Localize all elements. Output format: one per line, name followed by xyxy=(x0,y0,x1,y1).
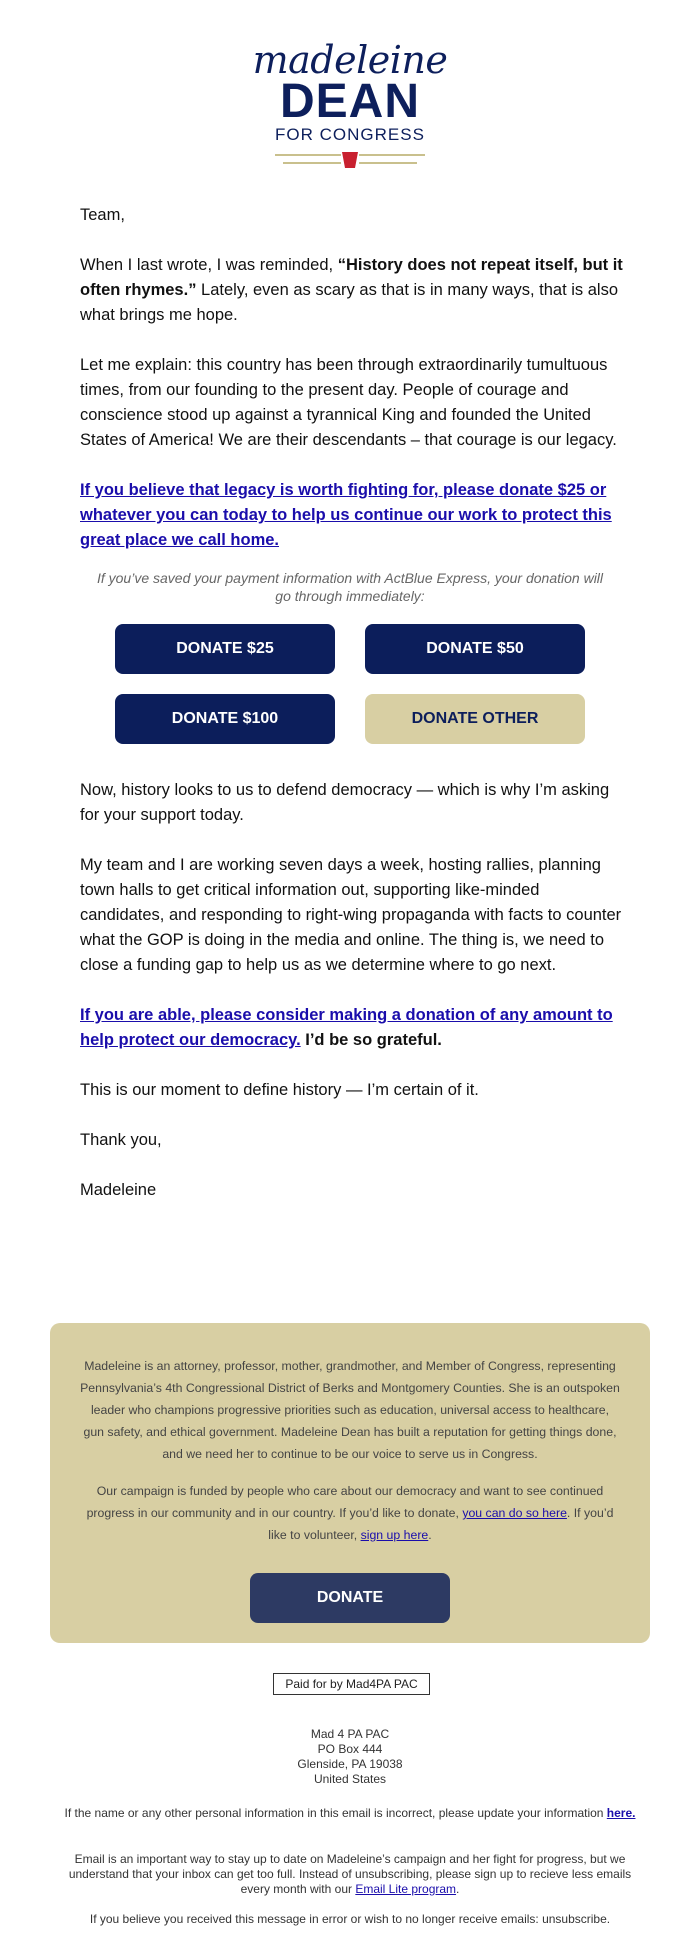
paragraph-5: This is our moment to define history — I’m certain of it. xyxy=(80,1081,479,1099)
email-lite-text: Email is an important way to stay up to date on Madeleine’s campaign and her fight for progress, but we understand that your inbox can get too full. Instead of unsubscribing, please sign up to recieve less emails every month with our Email Lite program. xyxy=(68,1852,632,1896)
cta-paragraph-1 xyxy=(80,478,625,553)
closing: Thank you, xyxy=(80,1131,162,1149)
paragraph-2: Let me explain: this country has been through extraordinarily tumultuous times, from our founding to the present day. People of courage and conscience stood up against a tyrannical King and founded the United States of America! We are their descendants – that courage is our legacy. xyxy=(80,356,617,449)
actblue-note: If you’ve saved your payment information with ActBlue Express, your donation will go through immediately: xyxy=(96,570,604,604)
bio-paragraph: Madeleine is an attorney, professor, mother, grandmother, and Member of Congress, representing Pennsylvania’s 4th Congressional District of Berks and Montgomery Counties. She is an outspoken leader who champions progressive priorities such as education, universal access to healthcare, gun safety, and ethical government. Madeleine Dean has built a reputation for getting things done, and we need her to continue to be our voice to serve us in Congress. xyxy=(80,1359,620,1461)
logo-subtitle: FOR CONGRESS xyxy=(275,125,425,144)
unsubscribe-link[interactable]: unsubscribe. xyxy=(542,1912,611,1926)
donate-100-button[interactable]: DONATE $100 xyxy=(115,694,335,744)
grateful-text: I’d be so grateful. xyxy=(300,1031,442,1049)
logo-keystone-rule xyxy=(275,150,425,172)
volunteer-link[interactable]: sign up here xyxy=(360,1528,429,1542)
logo-name-text: DEAN xyxy=(279,75,420,128)
update-info-link[interactable]: here. xyxy=(606,1806,636,1820)
campaign-logo xyxy=(0,40,700,172)
letter-body-continued xyxy=(80,778,625,1228)
donate-25-button[interactable]: DONATE $25 xyxy=(115,624,335,674)
paragraph-1: When I last wrote, I was reminded, “History does not repeat itself, but it often rhymes.” Lately, even as scary as that is in many ways, that is also what brings me hope. xyxy=(80,256,623,324)
update-info-text: If the name or any other personal information in this email is incorrect, please update your information here. xyxy=(64,1806,636,1820)
email-lite-link[interactable]: Email Lite program xyxy=(355,1882,457,1896)
greeting: Team, xyxy=(80,206,125,224)
about-card-text xyxy=(80,1355,620,1561)
footer-donate-button[interactable]: DONATE xyxy=(250,1573,450,1623)
donate-here-link[interactable]: you can do so here xyxy=(462,1506,567,1520)
donate-other-button[interactable]: DONATE OTHER xyxy=(365,694,585,744)
unsubscribe-text: If you believe you received this message in error or wish to no longer receive emails: unsubscribe. xyxy=(89,1912,611,1926)
mailing-address: Mad 4 PA PAC PO Box 444 Glenside, PA 19038 United States xyxy=(297,1727,403,1786)
letter-body xyxy=(80,203,625,578)
logo-script-text: madeleine xyxy=(252,38,448,82)
donate-50-button[interactable]: DONATE $50 xyxy=(365,624,585,674)
donate-link-2[interactable]: If you are able, please consider making a donation of any amount to help protect our democracy. xyxy=(80,1006,613,1049)
keystone-icon xyxy=(341,151,359,169)
paid-for-disclaimer: Paid for by Mad4PA PAC xyxy=(273,1673,430,1695)
history-quote: “History does not repeat itself, but it often rhymes.” xyxy=(80,256,623,299)
about-card xyxy=(50,1323,650,1643)
donate-link-1[interactable]: If you believe that legacy is worth fighting for, please donate $25 or whatever you can today to help us continue our work to protect this great place we call home. xyxy=(80,481,612,549)
cta-paragraph-2 xyxy=(80,1003,625,1053)
signature: Madeleine xyxy=(80,1181,157,1199)
paragraph-4: My team and I are working seven days a week, hosting rallies, planning town halls to get critical information out, supporting like-minded candidates, and responding to right-wing propaganda with facts to counter what the GOP is doing in the media and online. The thing is, we need to close a funding gap to help us as we determine where to go next. xyxy=(80,856,622,974)
paragraph-3: Now, history looks to us to defend democracy — which is why I’m asking for your support today. xyxy=(80,781,610,824)
funding-paragraph: Our campaign is funded by people who care about our democracy and want to see continued progress in our community and in our country. If you’d like to donate, you can do so here. If you’d like to volunteer, sign up here. xyxy=(86,1484,614,1542)
